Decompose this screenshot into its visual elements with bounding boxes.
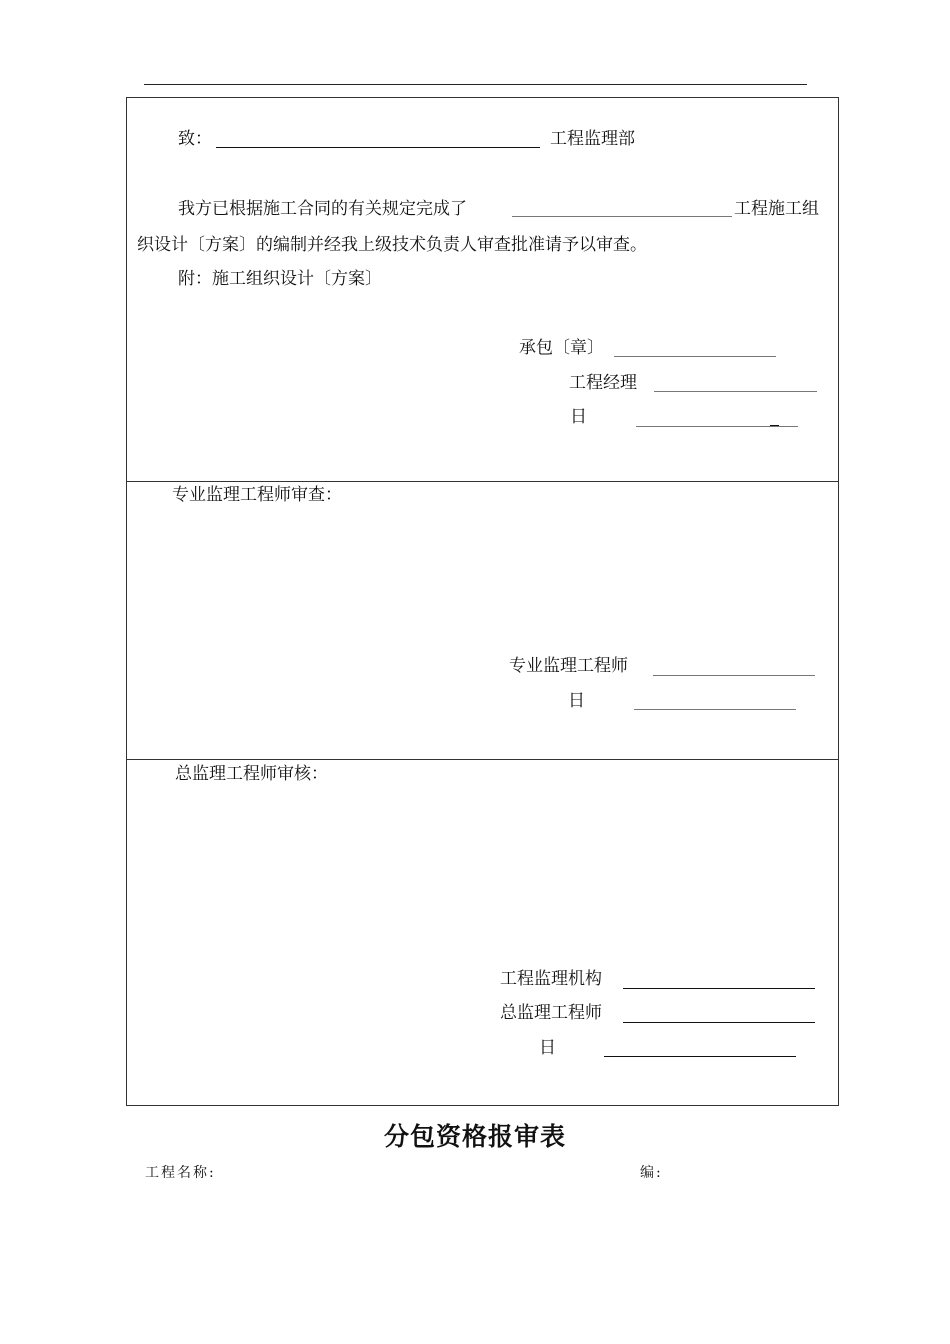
section-divider-1: [126, 481, 839, 482]
project-manager-line[interactable]: [654, 391, 817, 392]
date-line-3[interactable]: [604, 1056, 796, 1057]
date-line-2[interactable]: [634, 709, 796, 710]
section-divider-2: [126, 759, 839, 760]
body-line-1-suffix: 工程施工组: [734, 199, 819, 219]
contractor-seal-line[interactable]: [614, 356, 776, 357]
body-line-2: 织设计〔方案〕的编制并经我上级技术负责人审查批准请予以审查。: [137, 235, 647, 255]
to-label: 致：: [178, 129, 212, 149]
chief-engineer-line[interactable]: [623, 1022, 815, 1023]
date-label-3: 日: [539, 1038, 556, 1058]
date-label-1: 日: [570, 407, 587, 427]
recipient-blank-line[interactable]: [216, 147, 540, 148]
specialist-engineer-label: 专业监理工程师: [509, 656, 628, 676]
specialist-review-heading: 专业监理工程师审查：: [172, 485, 342, 505]
specialist-engineer-line[interactable]: [653, 675, 815, 676]
date-line-1[interactable]: [636, 426, 798, 427]
date-line-1-mark: [770, 425, 779, 426]
project-name-label: 工程名称:: [145, 1165, 216, 1181]
body-line-1-prefix: 我方已根据施工合同的有关规定完成了: [178, 199, 467, 219]
chief-review-heading: 总监理工程师审核：: [175, 764, 328, 784]
form-number-label: 编:: [640, 1165, 663, 1181]
contractor-seal-label: 承包〔章〕: [519, 338, 604, 358]
attachment-line: 附：施工组织设计〔方案〕: [178, 269, 382, 289]
chief-engineer-label: 总监理工程师: [500, 1003, 602, 1023]
date-label-2: 日: [568, 691, 585, 711]
project-name-blank-line[interactable]: [512, 216, 732, 217]
project-manager-label: 工程经理: [569, 373, 637, 393]
subcontract-form-title: 分包资格报审表: [383, 1122, 566, 1151]
header-rule: [144, 84, 807, 85]
supervision-dept-label: 工程监理部: [550, 129, 635, 149]
supervision-org-label: 工程监理机构: [500, 969, 602, 989]
supervision-org-line[interactable]: [623, 988, 815, 989]
